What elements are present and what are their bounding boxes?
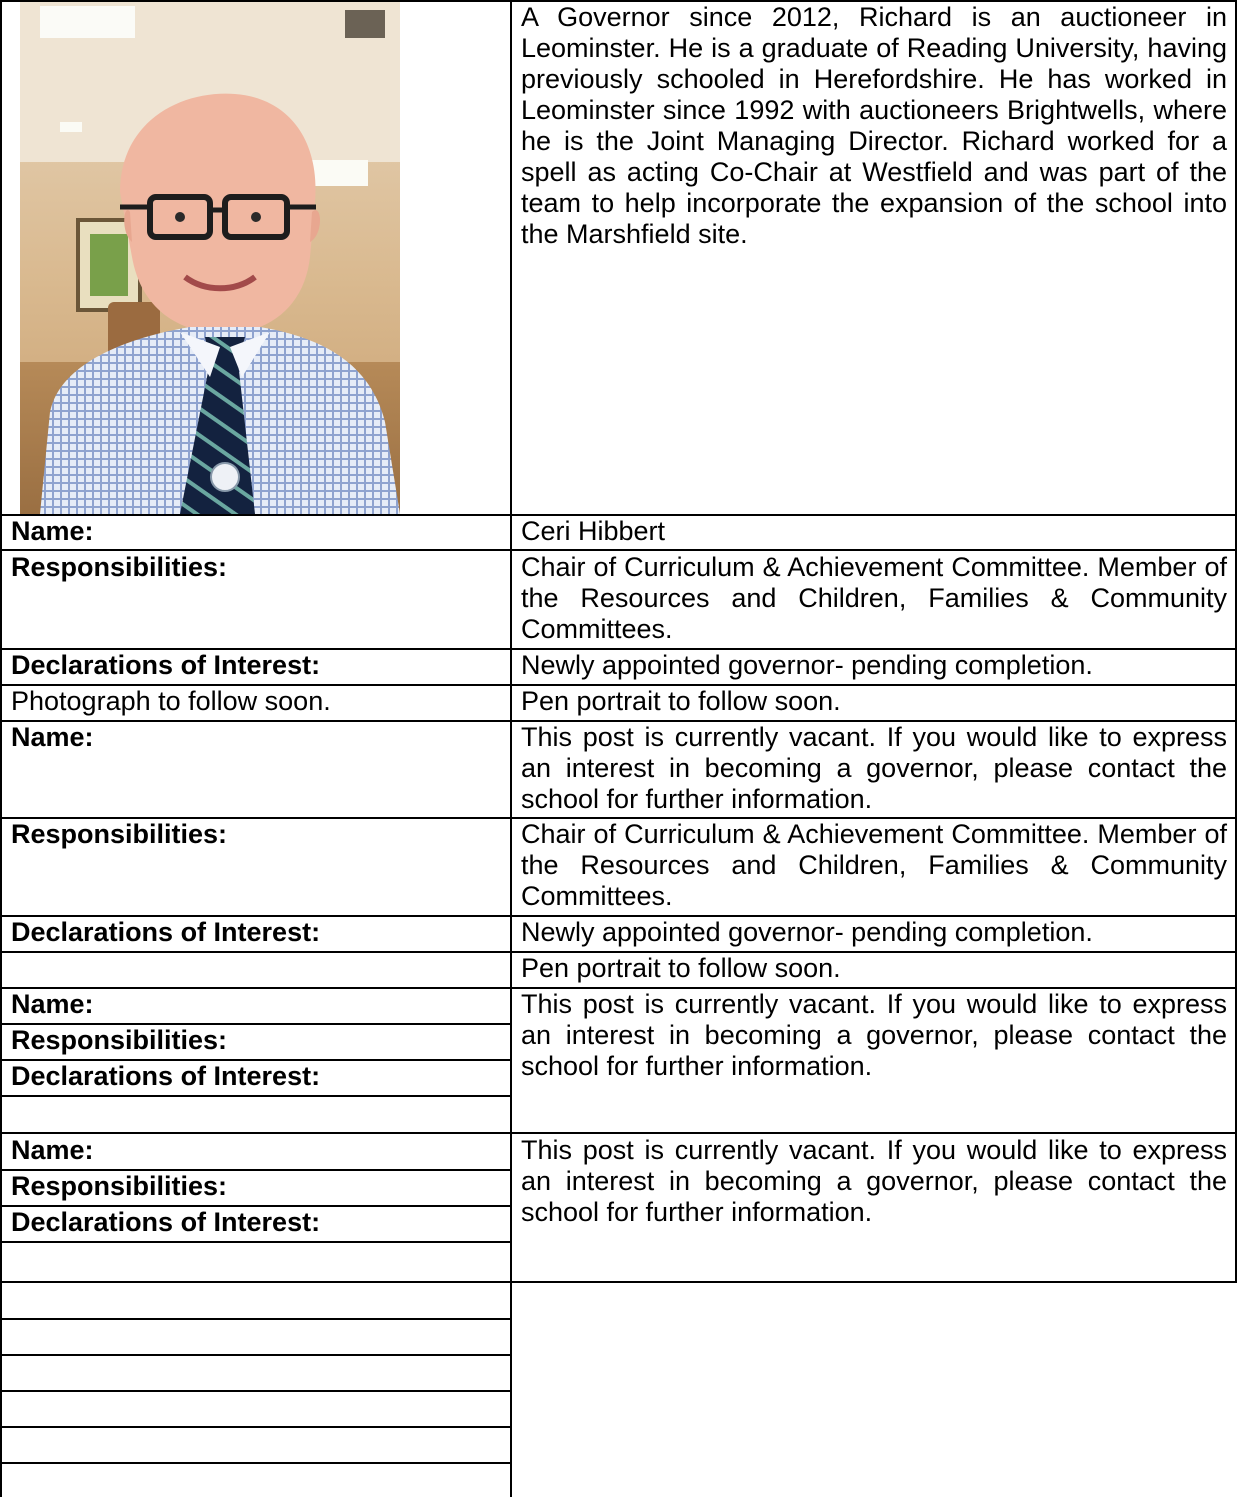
responsibilities-label: Responsibilities: xyxy=(11,1171,228,1201)
vacant-notice: This post is currently vacant. If you would like to express an interest in becoming a governor, please contact the school for further information. xyxy=(521,722,1227,814)
governor-photo xyxy=(20,2,400,514)
vacant-notice: This post is currently vacant. If you would like to express an interest in becoming a governor, please contact the school for further information. xyxy=(521,989,1227,1081)
governor-bio: A Governor since 2012, Richard is an auctioneer in Leominster. He is a graduate of Reading University, having previously schooled in Herefordshire. He has worked in Leominster since 1992 with auctioneers Brightwells, where he is the Joint Managing Director. Richard worked for a spell as acting Co-Chair at Westfield and was part of the team to help incorporate the expansion of the school into the Marshfield site. xyxy=(521,2,1227,249)
declarations-label: Declarations of Interest: xyxy=(11,917,321,947)
vacant-notice: This post is currently vacant. If you would like to express an interest in becoming a governor, please contact the school for further information. xyxy=(521,1135,1227,1227)
governor-name: Ceri Hibbert xyxy=(521,516,666,546)
portrait-note: Pen portrait to follow soon. xyxy=(521,686,841,716)
declarations-label: Declarations of Interest: xyxy=(11,1061,321,1091)
name-label: Name: xyxy=(11,1135,94,1165)
declarations-label: Declarations of Interest: xyxy=(11,1207,321,1237)
declarations-value: Newly appointed governor- pending completion. xyxy=(521,917,1093,947)
name-label: Name: xyxy=(11,722,94,752)
responsibilities-label: Responsibilities: xyxy=(11,552,228,582)
responsibilities-value: Chair of Curriculum & Achievement Committee. Member of the Resources and Children, Families & Community Committees. xyxy=(521,552,1227,644)
name-label: Name: xyxy=(11,989,94,1019)
photo-note: Photograph to follow soon. xyxy=(11,686,331,716)
responsibilities-label: Responsibilities: xyxy=(11,1025,228,1055)
name-label: Name: xyxy=(11,516,94,546)
declarations-value: Newly appointed governor- pending completion. xyxy=(521,650,1093,680)
responsibilities-value: Chair of Curriculum & Achievement Committee. Member of the Resources and Children, Families & Community Committees. xyxy=(521,819,1227,911)
portrait-note: Pen portrait to follow soon. xyxy=(521,953,841,983)
responsibilities-label: Responsibilities: xyxy=(11,819,228,849)
declarations-label: Declarations of Interest: xyxy=(11,650,321,680)
